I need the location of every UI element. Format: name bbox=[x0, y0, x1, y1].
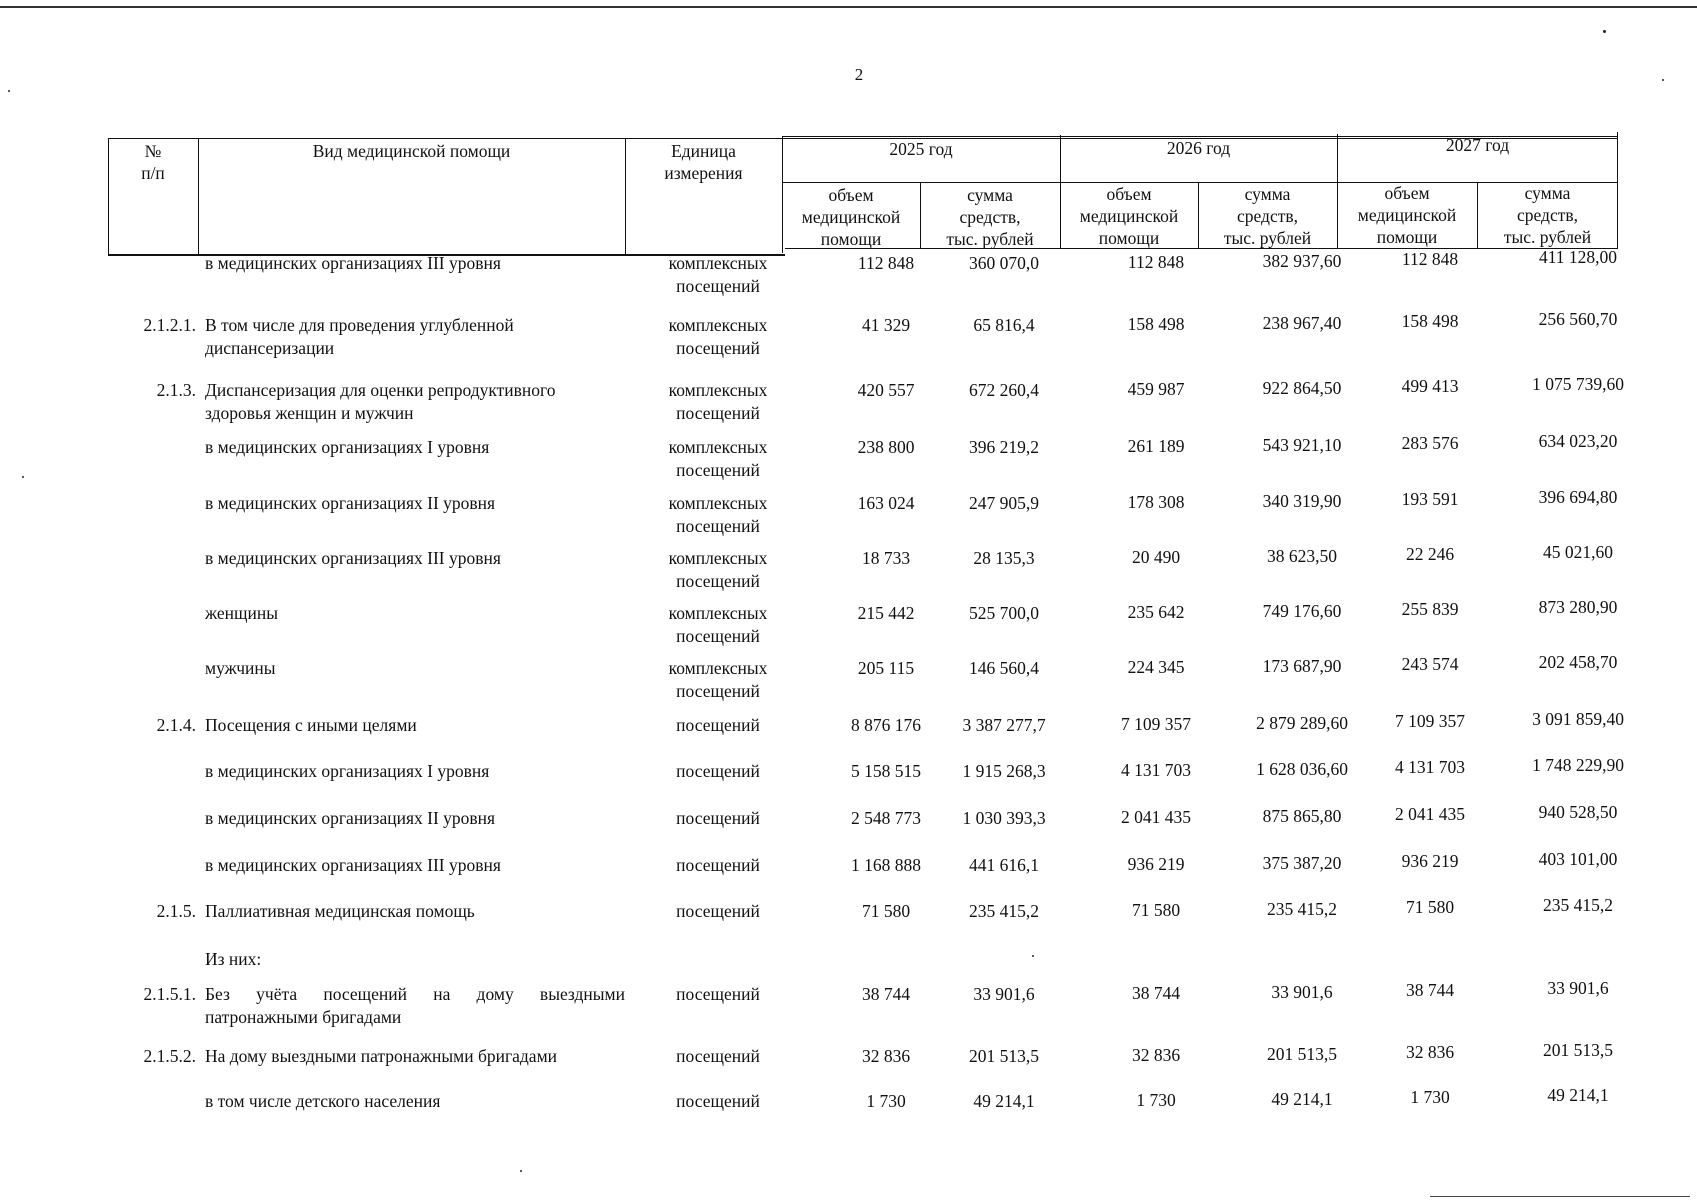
cell-volume-2026: 112 848 bbox=[1127, 252, 1185, 272]
cell-sum-2026: 375 387,20 bbox=[1262, 853, 1342, 873]
row-number: 2.1.3. bbox=[156, 380, 196, 400]
cell-volume-2026: 936 219 bbox=[1127, 854, 1185, 874]
cell-sum-2025: 247 905,9 bbox=[969, 493, 1039, 513]
cell-volume-2025: 18 733 bbox=[861, 548, 911, 568]
cell-volume-2026: 459 987 bbox=[1127, 379, 1185, 399]
row-name: Без учёта посещений на дому выездными патронажными бригадами bbox=[205, 984, 625, 1027]
row-name: в медицинских организациях III уровня bbox=[205, 253, 501, 273]
cell-sum-2027: 202 458,70 bbox=[1538, 652, 1618, 672]
cell-sum-2026: 749 176,60 bbox=[1262, 601, 1342, 621]
cell-sum-2027: 873 280,90 bbox=[1538, 597, 1618, 617]
cell-sum-2025: 3 387 277,7 bbox=[962, 715, 1046, 735]
cell-sum-2027: 411 128,00 bbox=[1538, 247, 1618, 267]
header-volume-2026: объем медицинской помощи bbox=[1079, 184, 1179, 248]
row-name: Посещения с иными целями bbox=[205, 715, 417, 735]
row-unit: посещений bbox=[676, 1091, 760, 1111]
cell-sum-2025: 525 700,0 bbox=[969, 603, 1039, 623]
cell-volume-2027: 158 498 bbox=[1401, 311, 1459, 331]
page-number: 2 bbox=[854, 65, 864, 84]
header-type: Вид медицинской помощи bbox=[312, 141, 511, 161]
cell-volume-2027: 243 574 bbox=[1401, 654, 1459, 674]
cell-volume-2027: 499 413 bbox=[1401, 376, 1459, 396]
row-name: в медицинских организациях I уровня bbox=[205, 437, 490, 457]
cell-sum-2027: 1 075 739,60 bbox=[1532, 374, 1624, 394]
cell-sum-2026: 875 865,80 bbox=[1262, 806, 1342, 826]
row-unit: комплексных посещений bbox=[668, 548, 768, 591]
row-number: 2.1.4. bbox=[156, 715, 196, 735]
row-unit: посещений bbox=[676, 855, 760, 875]
cell-sum-2026: 2 879 289,60 bbox=[1256, 713, 1348, 733]
cell-volume-2026: 38 744 bbox=[1131, 983, 1181, 1003]
row-number: 2.1.5.2. bbox=[143, 1046, 196, 1066]
cell-volume-2027: 4 131 703 bbox=[1395, 757, 1465, 777]
row-unit: комплексных посещений bbox=[668, 253, 768, 296]
cell-volume-2025: 205 115 bbox=[857, 658, 915, 678]
cell-volume-2027: 2 041 435 bbox=[1395, 804, 1465, 824]
row-name: в медицинских организациях II уровня bbox=[205, 808, 496, 828]
cell-sum-2026: 543 921,10 bbox=[1262, 435, 1342, 455]
cell-volume-2026: 20 490 bbox=[1131, 547, 1181, 567]
row-name: в медицинских организациях III уровня bbox=[205, 855, 501, 875]
cell-volume-2025: 2 548 773 bbox=[851, 808, 921, 828]
cell-sum-2026: 49 214,1 bbox=[1271, 1089, 1333, 1109]
cell-sum-2025: 1 030 393,3 bbox=[962, 808, 1046, 828]
cell-sum-2025: 672 260,4 bbox=[969, 380, 1039, 400]
cell-sum-2027: 1 748 229,90 bbox=[1532, 755, 1624, 775]
cell-sum-2025: 441 616,1 bbox=[969, 855, 1039, 875]
cell-volume-2026: 261 189 bbox=[1127, 436, 1185, 456]
row-name: женщины bbox=[205, 603, 278, 623]
cell-sum-2027: 45 021,60 bbox=[1543, 542, 1613, 562]
cell-sum-2027: 235 415,2 bbox=[1543, 895, 1613, 915]
cell-volume-2025: 41 329 bbox=[861, 315, 911, 335]
scan-speck bbox=[1603, 30, 1606, 33]
row-number: 2.1.5. bbox=[156, 901, 196, 921]
cell-volume-2027: 112 848 bbox=[1401, 249, 1459, 269]
cell-sum-2026: 38 623,50 bbox=[1267, 546, 1337, 566]
row-name: мужчины bbox=[205, 658, 276, 678]
scan-edge-top bbox=[0, 6, 1697, 8]
cell-sum-2025: 1 915 268,3 bbox=[962, 761, 1046, 781]
cell-sum-2027: 940 528,50 bbox=[1538, 802, 1618, 822]
cell-volume-2025: 1 168 888 bbox=[851, 855, 921, 875]
header-unit: Единица измерения bbox=[664, 141, 743, 183]
row-unit: комплексных посещений bbox=[668, 380, 768, 423]
cell-volume-2027: 22 246 bbox=[1405, 544, 1455, 564]
cell-volume-2027: 255 839 bbox=[1401, 599, 1459, 619]
cell-sum-2025: 235 415,2 bbox=[969, 901, 1039, 921]
cell-sum-2026: 201 513,5 bbox=[1267, 1044, 1337, 1064]
row-unit: посещений bbox=[676, 901, 760, 921]
cell-sum-2027: 201 513,5 bbox=[1543, 1040, 1613, 1060]
cell-sum-2026: 33 901,6 bbox=[1271, 982, 1333, 1002]
cell-sum-2027: 3 091 859,40 bbox=[1532, 709, 1624, 729]
cell-volume-2025: 1 730 bbox=[866, 1091, 906, 1111]
cell-volume-2027: 193 591 bbox=[1401, 489, 1459, 509]
cell-volume-2026: 224 345 bbox=[1127, 657, 1185, 677]
row-unit: комплексных посещений bbox=[668, 658, 768, 701]
row-name: в медицинских организациях I уровня bbox=[205, 761, 490, 781]
cell-sum-2027: 396 694,80 bbox=[1538, 487, 1618, 507]
cell-volume-2027: 38 744 bbox=[1405, 980, 1455, 1000]
cell-sum-2026: 1 628 036,60 bbox=[1256, 759, 1348, 779]
row-number: 2.1.5.1. bbox=[143, 984, 196, 1004]
cell-volume-2025: 8 876 176 bbox=[851, 715, 921, 735]
cell-sum-2026: 173 687,90 bbox=[1262, 656, 1342, 676]
table-header bbox=[108, 132, 1618, 255]
header-volume-2027: объем медицинской помощи bbox=[1357, 183, 1457, 247]
cell-volume-2027: 7 109 357 bbox=[1395, 711, 1465, 731]
row-name: Паллиативная медицинская помощь bbox=[205, 901, 475, 921]
scan-speck bbox=[1032, 955, 1034, 957]
cell-volume-2027: 32 836 bbox=[1405, 1042, 1455, 1062]
cell-sum-2027: 256 560,70 bbox=[1538, 309, 1618, 329]
cell-sum-2027: 49 214,1 bbox=[1547, 1085, 1609, 1105]
cell-volume-2026: 7 109 357 bbox=[1121, 714, 1191, 734]
cell-volume-2025: 71 580 bbox=[861, 901, 911, 921]
cell-sum-2026: 235 415,2 bbox=[1267, 899, 1337, 919]
row-name: в медицинских организациях III уровня bbox=[205, 548, 501, 568]
header-year-2025: 2025 год bbox=[889, 139, 953, 159]
scan-speck bbox=[520, 1170, 522, 1172]
row-name: На дому выездными патронажными бригадами bbox=[205, 1046, 558, 1066]
cell-volume-2026: 2 041 435 bbox=[1121, 807, 1191, 827]
cell-sum-2025: 49 214,1 bbox=[973, 1091, 1035, 1111]
header-sum-2027: сумма средств, тыс. рублей bbox=[1503, 183, 1592, 247]
row-unit: комплексных посещений bbox=[668, 437, 768, 480]
scan-speck bbox=[8, 90, 10, 92]
cell-volume-2025: 163 024 bbox=[857, 493, 915, 513]
cell-sum-2026: 922 864,50 bbox=[1262, 378, 1342, 398]
row-unit: комплексных посещений bbox=[668, 315, 768, 358]
cell-volume-2026: 4 131 703 bbox=[1121, 760, 1191, 780]
scan-edge-bottom bbox=[1430, 1196, 1690, 1197]
cell-volume-2027: 936 219 bbox=[1401, 851, 1459, 871]
cell-volume-2026: 71 580 bbox=[1131, 900, 1181, 920]
cell-sum-2025: 360 070,0 bbox=[969, 253, 1039, 273]
cell-volume-2026: 158 498 bbox=[1127, 314, 1185, 334]
cell-volume-2026: 32 836 bbox=[1131, 1045, 1181, 1065]
cell-volume-2026: 178 308 bbox=[1127, 492, 1185, 512]
row-unit: комплексных посещений bbox=[668, 493, 768, 536]
cell-volume-2025: 215 442 bbox=[857, 603, 915, 623]
scan-speck bbox=[22, 476, 24, 478]
row-name: в медицинских организациях II уровня bbox=[205, 493, 496, 513]
cell-sum-2026: 238 967,40 bbox=[1262, 313, 1342, 333]
cell-volume-2025: 38 744 bbox=[861, 984, 911, 1004]
cell-volume-2025: 32 836 bbox=[861, 1046, 911, 1066]
row-unit: посещений bbox=[676, 715, 760, 735]
header-sum-2025: сумма средств, тыс. рублей bbox=[946, 185, 1034, 249]
row-unit: посещений bbox=[676, 808, 760, 828]
cell-sum-2025: 33 901,6 bbox=[973, 984, 1035, 1004]
cell-volume-2025: 420 557 bbox=[857, 380, 915, 400]
cell-sum-2027: 403 101,00 bbox=[1538, 849, 1618, 869]
row-name: в том числе детского населения bbox=[205, 1091, 441, 1111]
cell-sum-2027: 33 901,6 bbox=[1547, 978, 1609, 998]
cell-volume-2025: 5 158 515 bbox=[851, 761, 921, 781]
cell-volume-2025: 238 800 bbox=[857, 437, 915, 457]
header-year-2026: 2026 год bbox=[1166, 138, 1231, 158]
row-unit: посещений bbox=[676, 761, 760, 781]
cell-volume-2027: 1 730 bbox=[1410, 1087, 1450, 1107]
cell-sum-2025: 396 219,2 bbox=[969, 437, 1039, 457]
row-unit: комплексных посещений bbox=[668, 603, 768, 646]
cell-sum-2025: 146 560,4 bbox=[969, 658, 1039, 678]
cell-sum-2026: 382 937,60 bbox=[1262, 251, 1342, 271]
cell-volume-2027: 71 580 bbox=[1405, 897, 1455, 917]
cell-volume-2027: 283 576 bbox=[1401, 433, 1459, 453]
header-number: № п/п bbox=[141, 141, 165, 183]
cell-volume-2026: 235 642 bbox=[1127, 602, 1185, 622]
row-unit: посещений bbox=[676, 984, 760, 1004]
cell-sum-2025: 28 135,3 bbox=[973, 548, 1035, 568]
row-name: В том числе для проведения углубленной диспансеризации bbox=[205, 315, 514, 358]
row-unit: посещений bbox=[676, 1046, 760, 1066]
cell-sum-2025: 201 513,5 bbox=[969, 1046, 1039, 1066]
header-volume-2025: объем медицинской помощи bbox=[801, 185, 901, 249]
header-year-2027: 2027 год bbox=[1445, 135, 1510, 155]
row-name: Диспансеризация для оценки репродуктивного здоровья женщин и мужчин bbox=[205, 380, 556, 423]
cell-volume-2026: 1 730 bbox=[1136, 1090, 1176, 1110]
cell-sum-2025: 65 816,4 bbox=[973, 315, 1035, 335]
row-number: 2.1.2.1. bbox=[143, 315, 196, 335]
cell-sum-2026: 340 319,90 bbox=[1262, 491, 1342, 511]
row-name: Из них: bbox=[205, 949, 262, 969]
cell-sum-2027: 634 023,20 bbox=[1538, 431, 1618, 451]
cell-volume-2025: 112 848 bbox=[857, 253, 915, 273]
header-sum-2026: сумма средств, тыс. рублей bbox=[1223, 184, 1312, 248]
